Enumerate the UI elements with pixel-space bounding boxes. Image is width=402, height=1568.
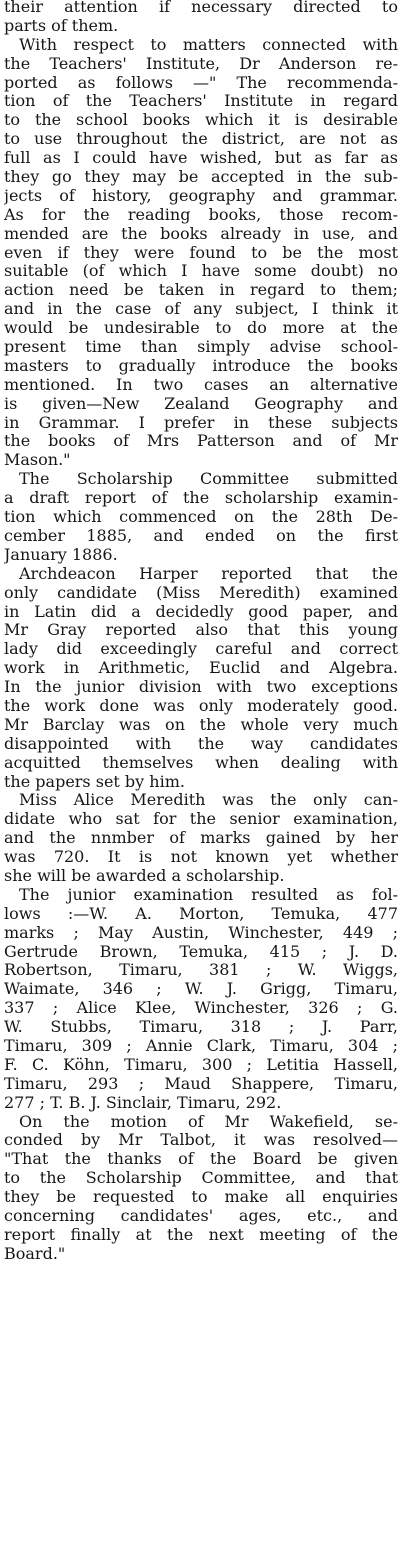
text-line: only candidate (Miss Meredith) examined [4, 582, 398, 602]
text-line: Mr Barclay was on the whole very much [4, 714, 398, 734]
text-line: Mason." [4, 450, 71, 470]
text-line: masters to gradually introduce the books [4, 355, 398, 375]
text-line: mended are the books already in use, and [4, 223, 398, 243]
text-line: conded by Mr Talbot, it was resolved— [4, 1130, 398, 1150]
text-line: they be requested to make all enquiries [4, 1187, 398, 1207]
text-line: full as I could have wished, but as far as [4, 148, 398, 168]
text-line: 337 ; Alice Klee, Winchester, 326 ; G. [4, 998, 398, 1018]
text-line: ported as follows —" The recommenda- [4, 72, 398, 92]
text-line: to the school books which it is desirable [4, 110, 398, 130]
text-line: report finally at the next meeting of the [4, 1224, 398, 1244]
text-line: W. Stubbs, Timaru, 318 ; J. Parr, [4, 1017, 398, 1037]
text-line: disappointed with the way candidates [4, 733, 398, 753]
text-line: was 720. It is not known yet whether [4, 847, 398, 867]
text-line: the books of Mrs Patterson and of Mr [4, 431, 398, 451]
text-line: Board." [4, 1243, 66, 1263]
text-line: jects of history, geography and grammar. [4, 185, 398, 205]
text-line: Timaru, 293 ; Maud Shappere, Timaru, [4, 1073, 398, 1093]
text-line: In the junior division with two exceptions [4, 677, 398, 697]
text-line: even if they were found to be the most [4, 242, 398, 262]
text-line: "That the thanks of the Board be given [4, 1149, 398, 1169]
text-line: Mr Gray reported also that this young [4, 620, 398, 640]
text-line: 277 ; T. B. J. Sinclair, Timaru, 292. [4, 1092, 282, 1112]
text-line: The junior examination resulted as fol- [19, 884, 398, 904]
text-line: to the Scholarship Committee, and that [4, 1168, 398, 1188]
text-line: and in the case of any subject, I think it [4, 299, 398, 319]
text-line: their attention if necessary directed to [4, 0, 398, 16]
text-line: Waimate, 346 ; W. J. Grigg, Timaru, [4, 979, 398, 999]
text-line: On the motion of Mr Wakefield, se- [19, 1111, 398, 1131]
text-line: action need be taken in regard to them; [4, 280, 398, 300]
text-line: Robertson, Timaru, 381 ; W. Wiggs, [4, 960, 398, 980]
text-line: tion of the Teachers' Institute in regard [4, 91, 398, 111]
text-line: marks ; May Austin, Winchester, 449 ; [4, 922, 398, 942]
text-line: a draft report of the scholarship examin- [4, 488, 398, 508]
text-line: in Latin did a decidedly good paper, and [4, 601, 398, 621]
text-line: the Teachers' Institute, Dr Anderson re- [4, 53, 398, 73]
text-line: Archdeacon Harper reported that the [19, 563, 398, 583]
text-line: With respect to matters connected with [19, 34, 398, 54]
text-line: to use throughout the district, are not as [4, 129, 398, 149]
text-line: suitable (of which I have some doubt) no [4, 261, 398, 281]
text-line: tion which commenced on the 28th De- [4, 507, 398, 527]
text-line: work in Arithmetic, Euclid and Algebra. [4, 658, 398, 678]
text-line: they go they may be accepted in the sub- [4, 167, 398, 187]
text-line: As for the reading books, those recom- [4, 204, 398, 224]
text-line: acquitted themselves when dealing with [4, 752, 398, 772]
text-line: concerning candidates' ages, etc., and [4, 1206, 398, 1225]
text-line: The Scholarship Committee submitted [19, 469, 398, 489]
text-line: parts of them. [4, 15, 119, 35]
text-line: would be undesirable to do more at the [4, 318, 398, 338]
text-line: in Grammar. I prefer in these subjects [4, 412, 398, 432]
text-line: the work done was only moderately good. [4, 695, 398, 715]
text-line: January 1886. [4, 544, 118, 564]
text-line: cember 1885, and ended on the first [4, 525, 398, 545]
text-line: mentioned. In two cases an alternative [4, 374, 398, 394]
text-line: and the nnmber of marks gained by her [4, 828, 398, 848]
text-line: lady did exceedingly careful and correct [4, 639, 398, 659]
text-line: the papers set by him. [4, 771, 185, 791]
text-line: lows :—W. A. Morton, Temuka, 477 [4, 903, 398, 923]
text-line: she will be awarded a scholarship. [4, 865, 285, 885]
text-line: Gertrude Brown, Temuka, 415 ; J. D. [4, 941, 398, 961]
text-line: is given—New Zealand Geography and [4, 393, 398, 413]
text-line: present time than simply advise school- [4, 337, 398, 357]
text-line: Timaru, 309 ; Annie Clark, Timaru, 304 ; [4, 1035, 398, 1055]
text-line: F. C. Köhn, Timaru, 300 ; Letitia Hassell, [4, 1054, 398, 1074]
text-line: Miss Alice Meredith was the only can- [19, 790, 398, 810]
text-line: didate who sat for the senior examination, [4, 809, 398, 829]
